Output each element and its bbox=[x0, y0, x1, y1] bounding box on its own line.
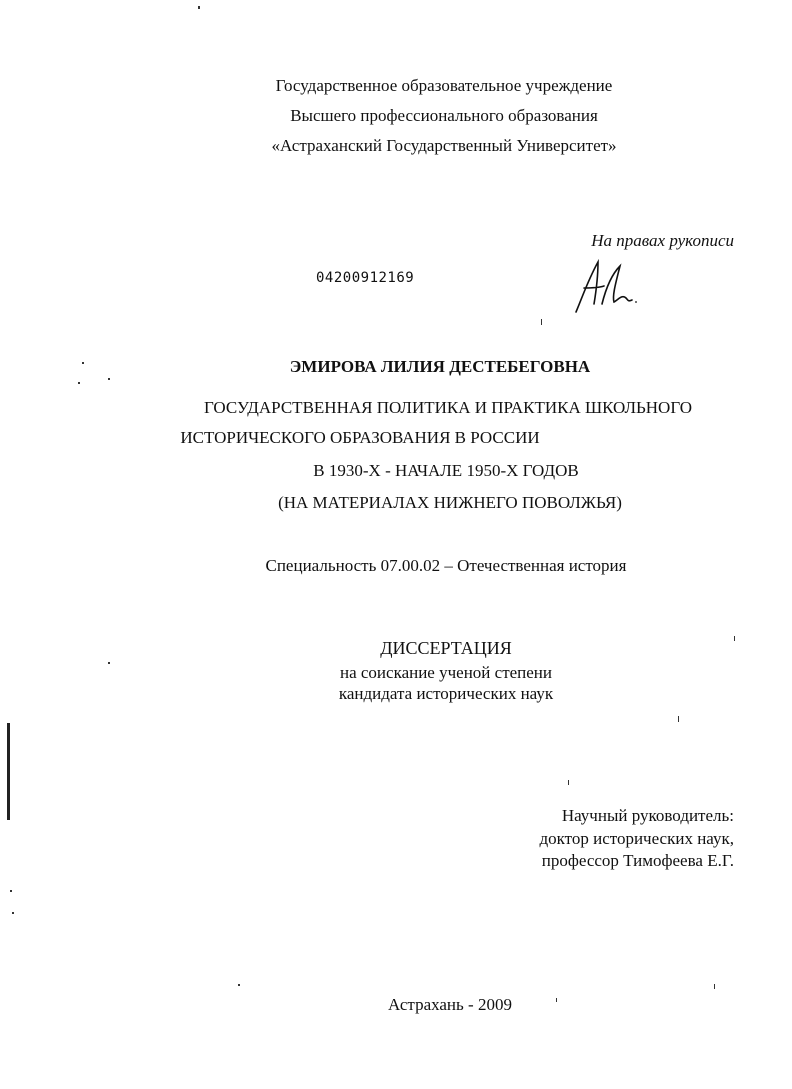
scan-speck bbox=[556, 998, 557, 1002]
scan-speck bbox=[568, 780, 569, 785]
scan-speck bbox=[734, 636, 735, 641]
scan-speck bbox=[12, 912, 14, 914]
place-and-year: Астрахань - 2009 bbox=[388, 995, 512, 1014]
title-line-4: (НА МАТЕРИАЛАХ НИЖНЕГО ПОВОЛЖЬЯ) bbox=[278, 493, 622, 512]
dissertation-degree-line: на соискание ученой степени bbox=[339, 663, 553, 682]
specialty: Специальность 07.00.02 – Отечественная история bbox=[265, 556, 627, 575]
title-line-3: В 1930-Х - НАЧАЛЕ 1950-Х ГОДОВ bbox=[313, 461, 579, 480]
institution-line-1: Государственное образовательное учреждение bbox=[275, 76, 613, 95]
handwritten-signature bbox=[568, 258, 638, 316]
scan-speck bbox=[714, 984, 715, 989]
supervisor-degree: доктор исторических наук, bbox=[539, 829, 734, 848]
scan-speck bbox=[10, 890, 12, 892]
institution-line-3: «Астраханский Государственный Университет» bbox=[271, 136, 617, 155]
archive-code: 04200912169 bbox=[316, 270, 415, 286]
supervisor-label: Научный руководитель: bbox=[561, 806, 734, 825]
rights-note: На правах рукописи bbox=[591, 231, 734, 250]
dissertation-field-line: кандидата исторических наук bbox=[338, 684, 554, 703]
author-name: ЭМИРОВА ЛИЛИЯ ДЕСТЕБЕГОВНА bbox=[289, 357, 591, 376]
scan-speck bbox=[108, 662, 110, 664]
scan-speck bbox=[238, 984, 240, 986]
dissertation-heading: ДИССЕРТАЦИЯ bbox=[380, 638, 512, 658]
scan-speck bbox=[678, 716, 679, 722]
title-line-1: ГОСУДАРСТВЕННАЯ ПОЛИТИКА И ПРАКТИКА ШКОЛЬНОГО bbox=[203, 398, 692, 417]
scan-speck bbox=[541, 319, 542, 325]
scan-speck bbox=[108, 378, 110, 380]
institution-line-2: Высшего профессионального образования bbox=[290, 106, 598, 125]
supervisor-name: профессор Тимофеева Е.Г. bbox=[541, 851, 734, 870]
scan-speck bbox=[82, 362, 84, 364]
scan-edge-mark bbox=[7, 723, 10, 820]
title-line-2: ИСТОРИЧЕСКОГО ОБРАЗОВАНИЯ В РОССИИ bbox=[180, 428, 540, 447]
scan-speck bbox=[78, 382, 80, 384]
scan-speck bbox=[198, 6, 200, 9]
